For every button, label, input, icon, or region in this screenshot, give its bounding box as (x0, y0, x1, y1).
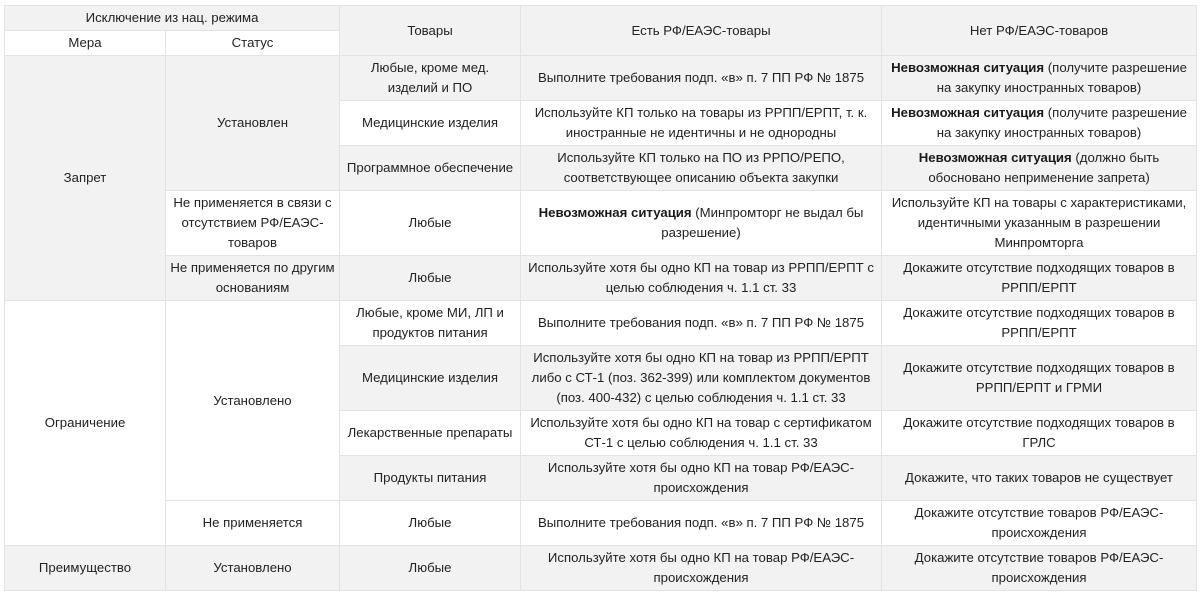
no-rf-text: (получите разрешение на закупку иностранных товаров) (936, 60, 1187, 95)
no-rf-cell: Докажите отсутствие подходящих товаров в РРПП/ЕРПТ и ГРМИ (882, 346, 1197, 411)
header-no-rf: Нет РФ/ЕАЭС-товаров (882, 6, 1197, 56)
no-rf-text: (получите разрешение на закупку иностранных товаров) (936, 105, 1187, 140)
table-row (5, 56, 1197, 101)
has-rf-cell: Используйте хотя бы одно КП на товар из РРПП/ЕРПТ с целью соблюдения ч. 1.1 ст. 33 (521, 256, 882, 301)
status-ban-set: Установлен (166, 56, 340, 191)
measure-restriction: Ограничение (5, 301, 166, 546)
has-rf-text: (Минпромторг не выдал бы разрешение) (661, 205, 864, 240)
goods-cell: Любые (340, 256, 521, 301)
has-rf-cell (521, 191, 882, 256)
header-row-1 (5, 6, 1197, 31)
header-exclusion: Исключение из нац. режима (5, 6, 340, 31)
no-rf-cell: Докажите отсутствие подходящих товаров в РРПП/ЕРПТ (882, 256, 1197, 301)
has-rf-cell: Выполните требования подп. «в» п. 7 ПП РФ № 1875 (521, 301, 882, 346)
table-row (5, 546, 1197, 591)
goods-cell: Любые, кроме МИ, ЛП и продуктов питания (340, 301, 521, 346)
header-status: Статус (166, 31, 340, 56)
table-row (5, 501, 1197, 546)
no-rf-cell (882, 101, 1197, 146)
no-rf-cell (882, 146, 1197, 191)
has-rf-cell: Используйте хотя бы одно КП на товар РФ/ЕАЭС-происхождения (521, 456, 882, 501)
no-rf-cell: Докажите отсутствие товаров РФ/ЕАЭС-происхождения (882, 546, 1197, 591)
no-rf-cell: Докажите отсутствие товаров РФ/ЕАЭС-происхождения (882, 501, 1197, 546)
table-row (5, 301, 1197, 346)
table-row (5, 191, 1197, 256)
goods-cell: Любые (340, 501, 521, 546)
no-rf-text: (должно быть обосновано неприменение запрета) (928, 150, 1160, 185)
impossible-label: Невозможная ситуация (891, 60, 1045, 75)
measure-ban: Запрет (5, 56, 166, 301)
measure-advantage: Преимущество (5, 546, 166, 591)
status-ban-na-rf: Не применяется в связи с отсутствием РФ/ЕАЭС-товаров (166, 191, 340, 256)
no-rf-cell: Докажите отсутствие подходящих товаров в ГРЛС (882, 411, 1197, 456)
has-rf-cell: Выполните требования подп. «в» п. 7 ПП РФ № 1875 (521, 501, 882, 546)
has-rf-cell: Используйте хотя бы одно КП на товар с сертификатом СТ-1 с целью соблюдения ч. 1.1 ст. 33 (521, 411, 882, 456)
has-rf-cell: Выполните требования подп. «в» п. 7 ПП РФ № 1875 (521, 56, 882, 101)
exclusion-table (4, 5, 1197, 591)
impossible-label: Невозможная ситуация (538, 205, 692, 220)
goods-cell: Медицинские изделия (340, 346, 521, 411)
goods-cell: Лекарственные препараты (340, 411, 521, 456)
header-has-rf: Есть РФ/ЕАЭС-товары (521, 6, 882, 56)
no-rf-cell (882, 56, 1197, 101)
goods-cell: Любые (340, 191, 521, 256)
goods-cell: Продукты питания (340, 456, 521, 501)
goods-cell: Любые (340, 546, 521, 591)
status-restr-na: Не применяется (166, 501, 340, 546)
no-rf-cell: Используйте КП на товары с характеристиками, идентичными указанным в разрешении Минпромторга (882, 191, 1197, 256)
goods-cell: Программное обеспечение (340, 146, 521, 191)
status-ban-na-other: Не применяется по другим основаниям (166, 256, 340, 301)
has-rf-cell: Используйте хотя бы одно КП на товар РФ/ЕАЭС-происхождения (521, 546, 882, 591)
status-restr-set: Установлено (166, 301, 340, 501)
no-rf-cell: Докажите, что таких товаров не существует (882, 456, 1197, 501)
no-rf-cell: Докажите отсутствие подходящих товаров в РРПП/ЕРПТ (882, 301, 1197, 346)
table-row (5, 256, 1197, 301)
status-adv-set: Установлено (166, 546, 340, 591)
goods-cell: Любые, кроме мед. изделий и ПО (340, 56, 521, 101)
goods-cell: Медицинские изделия (340, 101, 521, 146)
has-rf-cell: Используйте КП только на товары из РРПП/ЕРПТ, т. к. иностранные не идентичны и не однородны (521, 101, 882, 146)
has-rf-cell: Используйте КП только на ПО из РРПО/РЕПО, соответствующее описанию объекта закупки (521, 146, 882, 191)
impossible-label: Невозможная ситуация (891, 105, 1045, 120)
header-goods: Товары (340, 6, 521, 56)
has-rf-cell: Используйте хотя бы одно КП на товар из РРПП/ЕРПТ либо с СТ-1 (поз. 362-399) или комплектом документов (поз. 400-432) с целью соблюдения ч. 1.1 ст. 33 (521, 346, 882, 411)
header-measure: Мера (5, 31, 166, 56)
impossible-label: Невозможная ситуация (918, 150, 1072, 165)
